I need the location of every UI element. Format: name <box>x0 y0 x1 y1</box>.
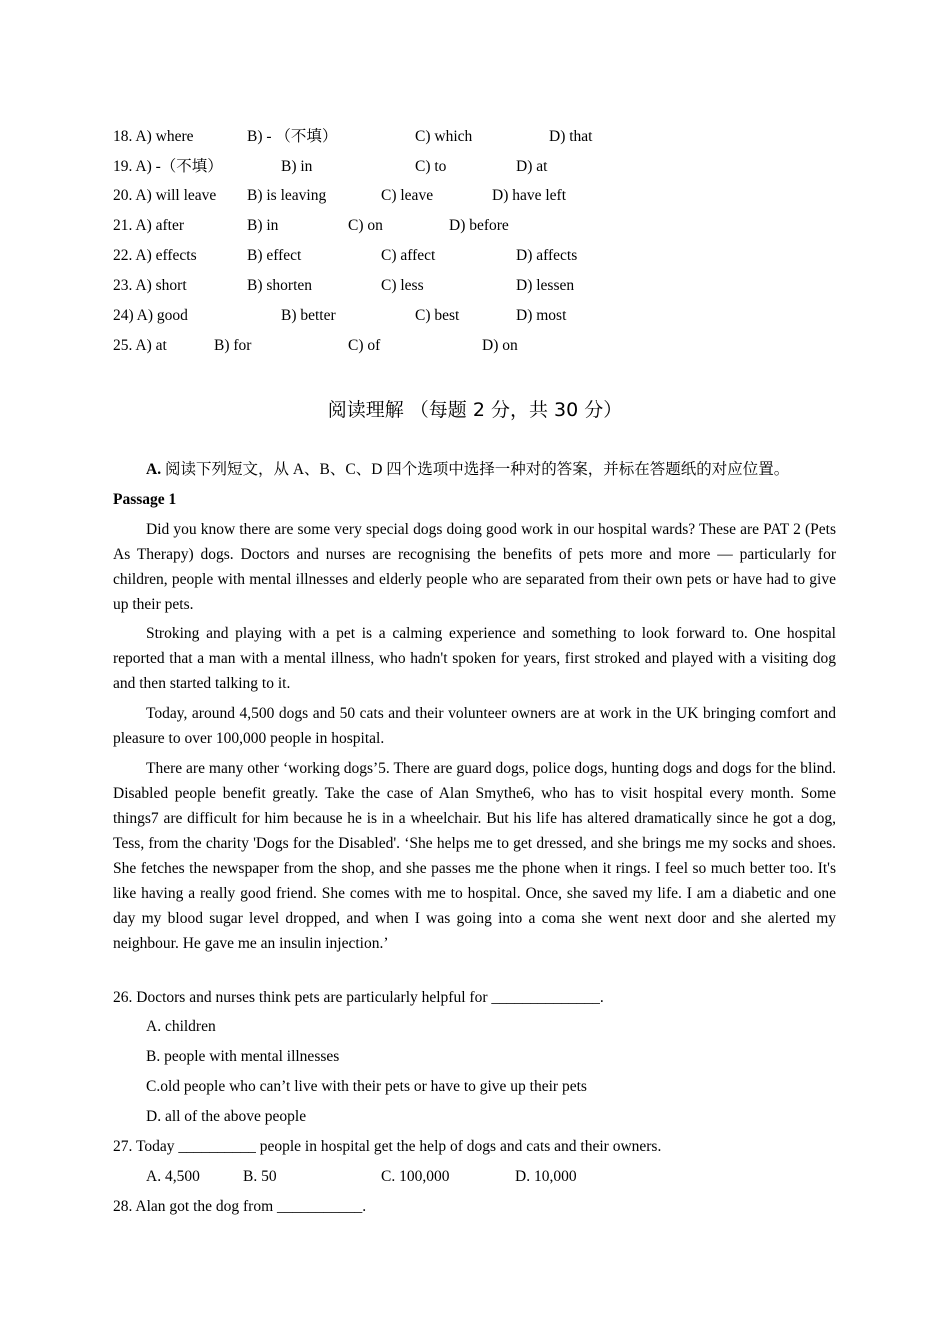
answer-option: D. all of the above people <box>146 1108 307 1125</box>
instruction-text: 阅读下列短文，从 A、B、C、D 四个选项中选择一种对的答案，并标在答题纸的对应位置。 <box>161 461 790 478</box>
answer-option: A. 4,500 <box>146 1168 200 1185</box>
option-a: 25. A) at <box>113 337 167 354</box>
option-b: B) in <box>281 158 313 175</box>
option-a: 23. A) short <box>113 277 187 294</box>
option-a: 24) A) good <box>113 307 188 324</box>
option-d: D) lessen <box>516 277 575 294</box>
option-a: 19. A) -（不填） <box>113 158 223 175</box>
option-c: C) on <box>348 217 383 234</box>
option-c: C) best <box>415 307 460 324</box>
passage-paragraph: Did you know there are some very special dogs doing good work in our hospital wards? These are PAT 2 (Pets As Therapy) dogs. Doctors and nurses are recognising the benefits of pets more and more — particularly for children, people with mental illnesses and elderly people who are separated from their own pets or have had to give up their pets. <box>113 521 836 613</box>
option-a: 18. A) where <box>113 128 194 145</box>
passage-paragraph: Today, around 4,500 dogs and 50 cats and their volunteer owners are at work in the UK bringing comfort and pleasure to over 100,000 people in hospital. <box>113 705 836 747</box>
option-c: C) which <box>415 128 473 145</box>
option-a: 20. A) will leave <box>113 187 217 204</box>
answer-option: B. 50 <box>243 1168 277 1185</box>
option-b: B) in <box>247 217 279 234</box>
section-title: 阅读理解 （每题 2 分，共 30 分） <box>327 399 623 421</box>
option-c: C) of <box>348 337 381 354</box>
option-d: D) on <box>482 337 518 354</box>
answer-option: C. 100,000 <box>381 1168 450 1185</box>
option-b: B) for <box>214 337 252 354</box>
question-stem: 27. Today __________ people in hospital get the help of dogs and cats and their owners. <box>113 1138 662 1155</box>
answer-option: D. 10,000 <box>515 1168 577 1185</box>
option-a: 22. A) effects <box>113 247 197 264</box>
passage-title: Passage 1 <box>113 491 177 508</box>
option-c: C) to <box>415 158 447 175</box>
answer-option: C.old people who can’t live with their pets or have to give up their pets <box>146 1078 587 1095</box>
option-b: B) shorten <box>247 277 313 294</box>
option-d: D) at <box>516 158 548 175</box>
option-d: D) most <box>516 307 567 324</box>
instruction <box>146 459 789 481</box>
question-stem: 26. Doctors and nurses think pets are particularly helpful for ______________. <box>113 989 604 1006</box>
option-b: B) - （不填） <box>247 128 338 145</box>
option-d: D) affects <box>516 247 578 264</box>
option-b: B) effect <box>247 247 302 264</box>
option-c: C) less <box>381 277 424 294</box>
option-d: D) that <box>549 128 593 145</box>
question-stem: 28. Alan got the dog from ___________. <box>113 1198 367 1215</box>
option-d: D) have left <box>492 187 567 204</box>
passage-paragraph: Stroking and playing with a pet is a calming experience and something to look forward to. One hospital reported that a man with a mental illness, who hadn't spoken for years, first stroked and played with a visiting dog and then started talking to it. <box>113 625 836 692</box>
option-b: B) is leaving <box>247 187 327 204</box>
answer-option: B. people with mental illnesses <box>146 1048 340 1065</box>
option-a: 21. A) after <box>113 217 185 234</box>
answer-option: A. children <box>146 1018 216 1035</box>
option-c: C) affect <box>381 247 436 264</box>
option-b: B) better <box>281 307 336 324</box>
instruction-label: A. <box>146 461 162 478</box>
option-c: C) leave <box>381 187 434 204</box>
passage-paragraph: There are many other ‘working dogs’5. There are guard dogs, police dogs, hunting dogs and dogs for the blind. Disabled people benefit greatly. Take the case of Alan Smythe6, who has to visit hospital every month. Some things7 are difficult for him because he is in a wheelchair. But his life has altered dramatically since he got a dog, Tess, from the charity 'Dogs for the Disabled'. ‘She helps me to get dressed, and she brings me my socks and shoes. She fetches the newspaper from the shop, and she passes me the phone when it rings. I feel so much better too. It's like having a really good friend. She comes with me to hospital. Once, she saved my life. I am a diabetic and one day my blood sugar level dropped, and when I was going into a coma she went next door and she alerted my neighbour. He gave me an insulin injection.’ <box>113 760 836 952</box>
option-d: D) before <box>449 217 509 234</box>
